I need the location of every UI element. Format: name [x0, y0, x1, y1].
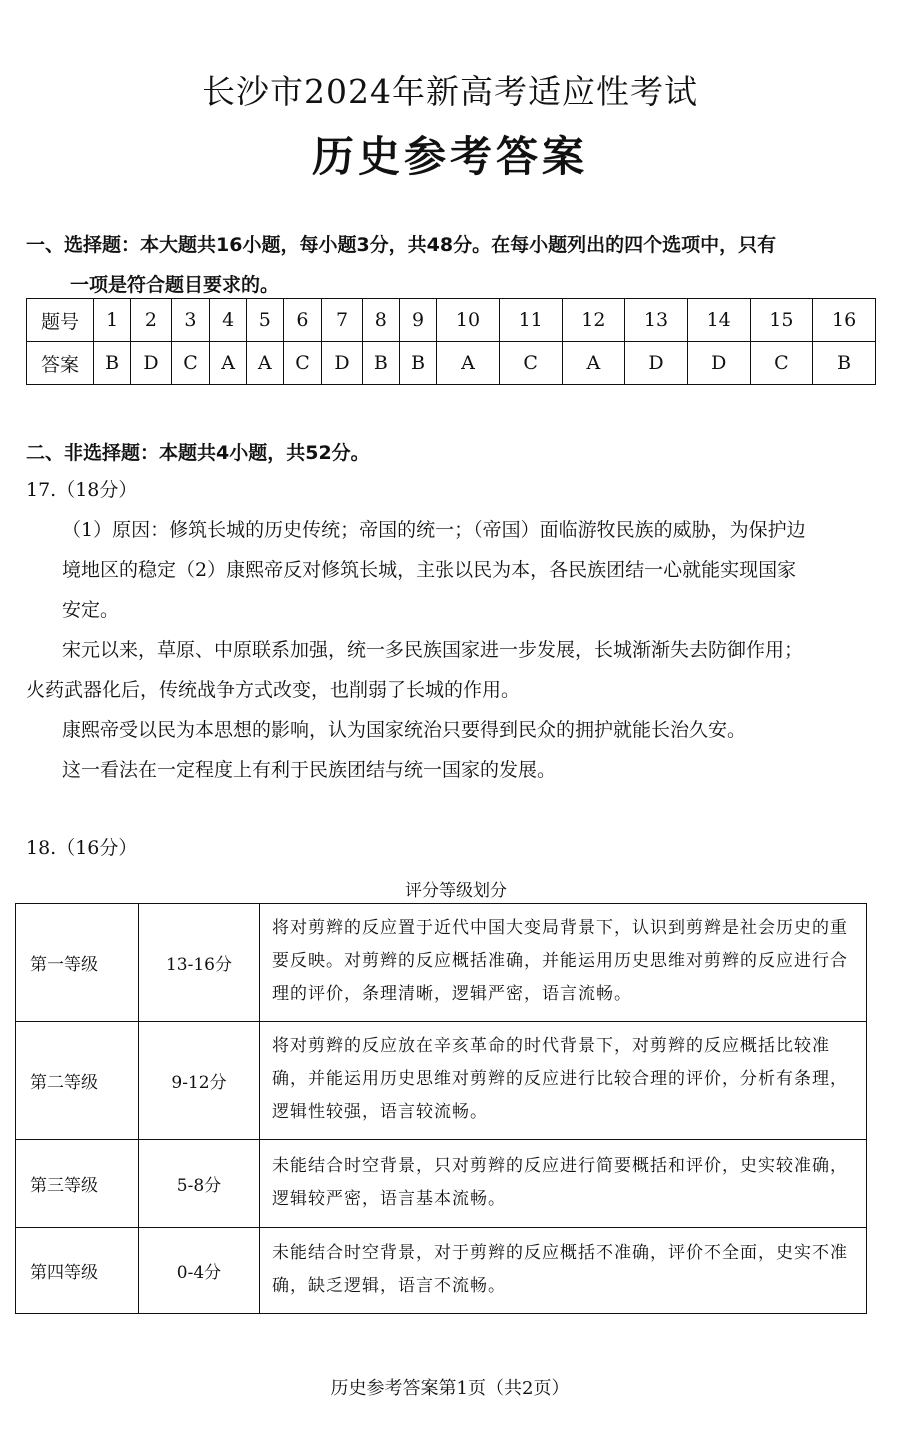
question-number: 1	[94, 299, 131, 342]
question-number: 5	[246, 299, 283, 342]
grade-level: 第一等级	[16, 904, 139, 1022]
grade-description: 将对剪辫的反应置于近代中国大变局背景下，认识到剪辫是社会历史的重要反映。对剪辫的反应概括准确，并能运用历史思维对剪辫的反应进行合理的评价，条理清晰，逻辑严密，语言流畅。	[260, 904, 867, 1022]
grade-score: 0-4分	[139, 1228, 260, 1314]
document-title: 历史参考答案	[311, 132, 588, 181]
answer-cell: A	[246, 342, 283, 385]
question-number: 14	[687, 299, 750, 342]
grade-row	[16, 1228, 867, 1314]
row-label-question: 题号	[27, 299, 94, 342]
question-number-row	[27, 299, 876, 342]
answer-cell: D	[687, 342, 750, 385]
q17-answer-p1-line3: 安定。	[62, 599, 120, 621]
grade-level: 第二等级	[16, 1022, 139, 1140]
grade-score: 9-12分	[139, 1022, 260, 1140]
question-number: 2	[131, 299, 171, 342]
grading-table-caption: 评分等级划分	[405, 881, 507, 901]
answer-cell: A	[562, 342, 625, 385]
row-label-answer: 答案	[27, 342, 94, 385]
question-number: 7	[322, 299, 362, 342]
question-17-label: 17.（18分）	[26, 479, 138, 501]
question-number: 8	[362, 299, 399, 342]
q17-answer-p2-line1: 宋元以来，草原、中原联系加强，统一多民族国家进一步发展，长城渐渐失去防御作用；	[62, 639, 804, 661]
grade-row	[16, 1140, 867, 1228]
grade-row	[16, 904, 867, 1022]
question-number: 3	[171, 299, 210, 342]
grade-description: 未能结合时空背景，对于剪辫的反应概括不准确，评价不全面，史实不准确，缺乏逻辑，语言不流畅。	[260, 1228, 867, 1314]
question-number: 13	[625, 299, 688, 342]
grade-score: 13-16分	[139, 904, 260, 1022]
question-number: 9	[399, 299, 436, 342]
answer-cell: D	[322, 342, 362, 385]
q17-answer-p2-line2: 火药武器化后，传统战争方式改变，也削弱了长城的作用。	[26, 679, 521, 701]
question-number: 16	[813, 299, 876, 342]
page-footer: 历史参考答案第1页（共2页）	[330, 1378, 570, 1399]
question-number: 12	[562, 299, 625, 342]
answer-table	[26, 298, 876, 385]
answer-cell: C	[499, 342, 562, 385]
answer-cell: C	[283, 342, 322, 385]
question-number: 10	[437, 299, 500, 342]
exam-title: 长沙市2024年新高考适应性考试	[202, 72, 698, 111]
question-18-label: 18.（16分）	[26, 837, 138, 859]
answer-cell: B	[362, 342, 399, 385]
question-number: 4	[210, 299, 247, 342]
answer-cell: B	[399, 342, 436, 385]
q17-answer-p4: 这一看法在一定程度上有利于民族团结与统一国家的发展。	[62, 759, 557, 781]
q17-answer-p3: 康熙帝受以民为本思想的影响，认为国家统治只要得到民众的拥护就能长治久安。	[62, 719, 747, 741]
answer-cell: A	[437, 342, 500, 385]
answer-cell: D	[131, 342, 171, 385]
grade-row	[16, 1022, 867, 1140]
answer-row	[27, 342, 876, 385]
question-number: 11	[499, 299, 562, 342]
answer-cell: C	[750, 342, 813, 385]
answer-cell: D	[625, 342, 688, 385]
question-number: 15	[750, 299, 813, 342]
section1-instructions-line2: 一项是符合题目要求的。	[70, 274, 280, 296]
grade-description: 未能结合时空背景，只对剪辫的反应进行简要概括和评价，史实较准确，逻辑较严密，语言基本流畅。	[260, 1140, 867, 1228]
grade-description: 将对剪辫的反应放在辛亥革命的时代背景下，对剪辫的反应概括比较准确，并能运用历史思维对剪辫的反应进行比较合理的评价，分析有条理，逻辑性较强，语言较流畅。	[260, 1022, 867, 1140]
grade-score: 5-8分	[139, 1140, 260, 1228]
section1-instructions-line1: 一、选择题：本大题共16小题，每小题3分，共48分。在每小题列出的四个选项中，只有	[26, 234, 777, 256]
answer-cell: A	[210, 342, 247, 385]
question-number: 6	[283, 299, 322, 342]
answer-cell: B	[94, 342, 131, 385]
grade-level: 第三等级	[16, 1140, 139, 1228]
section2-heading: 二、非选择题：本题共4小题，共52分。	[26, 442, 370, 464]
answer-cell: C	[171, 342, 210, 385]
q17-answer-p1-line2: 境地区的稳定（2）康熙帝反对修筑长城，主张以民为本，各民族团结一心就能实现国家	[62, 559, 797, 581]
grade-level: 第四等级	[16, 1228, 139, 1314]
grading-table	[15, 903, 867, 1314]
q17-answer-p1-line1: （1）原因：修筑长城的历史传统；帝国的统一；（帝国）面临游牧民族的威胁，为保护边	[62, 519, 806, 541]
answer-cell: B	[813, 342, 876, 385]
